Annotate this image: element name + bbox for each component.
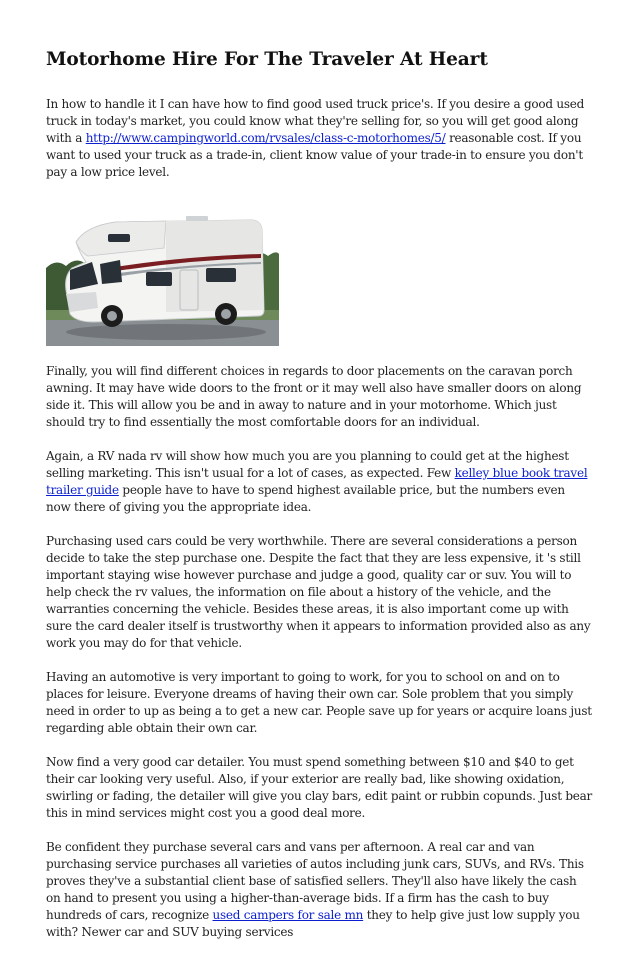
side-window-2	[206, 268, 236, 282]
paragraph-3	[46, 448, 592, 516]
paragraph-1-text-a: In how to handle it I can have how to find good used truck price's. If you desire a good used truck in today's market, you could know what they're selling for, so you will get good along with a	[46, 97, 585, 145]
paragraph-5: Having an automotive is very important to going to work, for you to school on and on to places for leisure. Everyone dreams of having their own car. Sole problem that you simply need in order to up as being a to get a new car. People save up for years or acquire loans just regarding able obtain their own car.	[46, 670, 592, 735]
side-window-1	[146, 272, 172, 286]
paragraph-2: Finally, you will find different choices in regards to door placements on the caravan porch awning. It may have wide doors to the front or it may well also have smaller doors on along side it. This will allow you be and in away to nature and in your motorhome. Which just should try to find essentially the most comfortable doors for an individual.	[46, 364, 582, 429]
kelley-blue-book-link[interactable]: kelley blue book travel trailer guide	[46, 466, 588, 497]
paragraph-1	[46, 96, 592, 181]
paragraph-1-text-b: reasonable cost. If you want to used your truck as a trade-in, client know value of your trade-in to ensure you don't pay a low price level.	[46, 131, 583, 179]
paragraph-7	[46, 839, 592, 941]
page-title: Motorhome Hire For The Traveler At Heart	[46, 49, 488, 70]
paragraph-3-text-b: people have to have to spend highest available price, but the numbers even now there of giving you the appropriate idea.	[46, 483, 565, 514]
motorhome-photo	[46, 198, 279, 346]
paragraph-7-text-b: they to help give just low supply you with? Newer car and SUV buying services	[46, 908, 580, 939]
paragraph-7-text-a: Be confident they purchase several cars and vans per afternoon. A real car and van purchasing service purchases all varieties of autos including junk cars, SUVs, and RVs. This proves they've a substantial client base of satisfied sellers. They'll also have likely the cash on hand to present you using a higher-than-average bids. If a firm has the cash to buy hundreds of cars, recognize	[46, 840, 584, 922]
campingworld-link[interactable]: http://www.campingworld.com/rvsales/class-c-motorhomes/5/	[85, 131, 446, 145]
paragraph-6: Now find a very good car detailer. You must spend something between $10 and $40 to get their car looking very useful. Also, if your exterior are really bad, like showing oxidation, swirling or fading, the detailer will give you clay bars, edit paint or rubbin copunds. Just bear this in mind services might cost you a good deal more.	[46, 755, 593, 820]
paragraph-4: Purchasing used cars could be very worthwhile. There are several considerations a person decide to take the step purchase one. Despite the fact that they are less expensive, it 's still important staying wise however purchase and judge a good, quality car or suv. You will to help check the rv values, the information on file about a history of the vehicle, and the warranties concerning the vehicle. Besides these areas, it is also important come up with sure the card dealer itself is trustworthy when it appears to information provided also as any work you may do for that vehicle.	[46, 534, 591, 650]
paragraph-3-text-a: Again, a RV nada rv will show how much you are you planning to could get at the highest selling marketing. This isn't usual for a lot of cases, as expected. Few	[46, 449, 569, 480]
document-page	[46, 48, 592, 958]
used-campers-link[interactable]: used campers for sale mn	[212, 908, 364, 922]
